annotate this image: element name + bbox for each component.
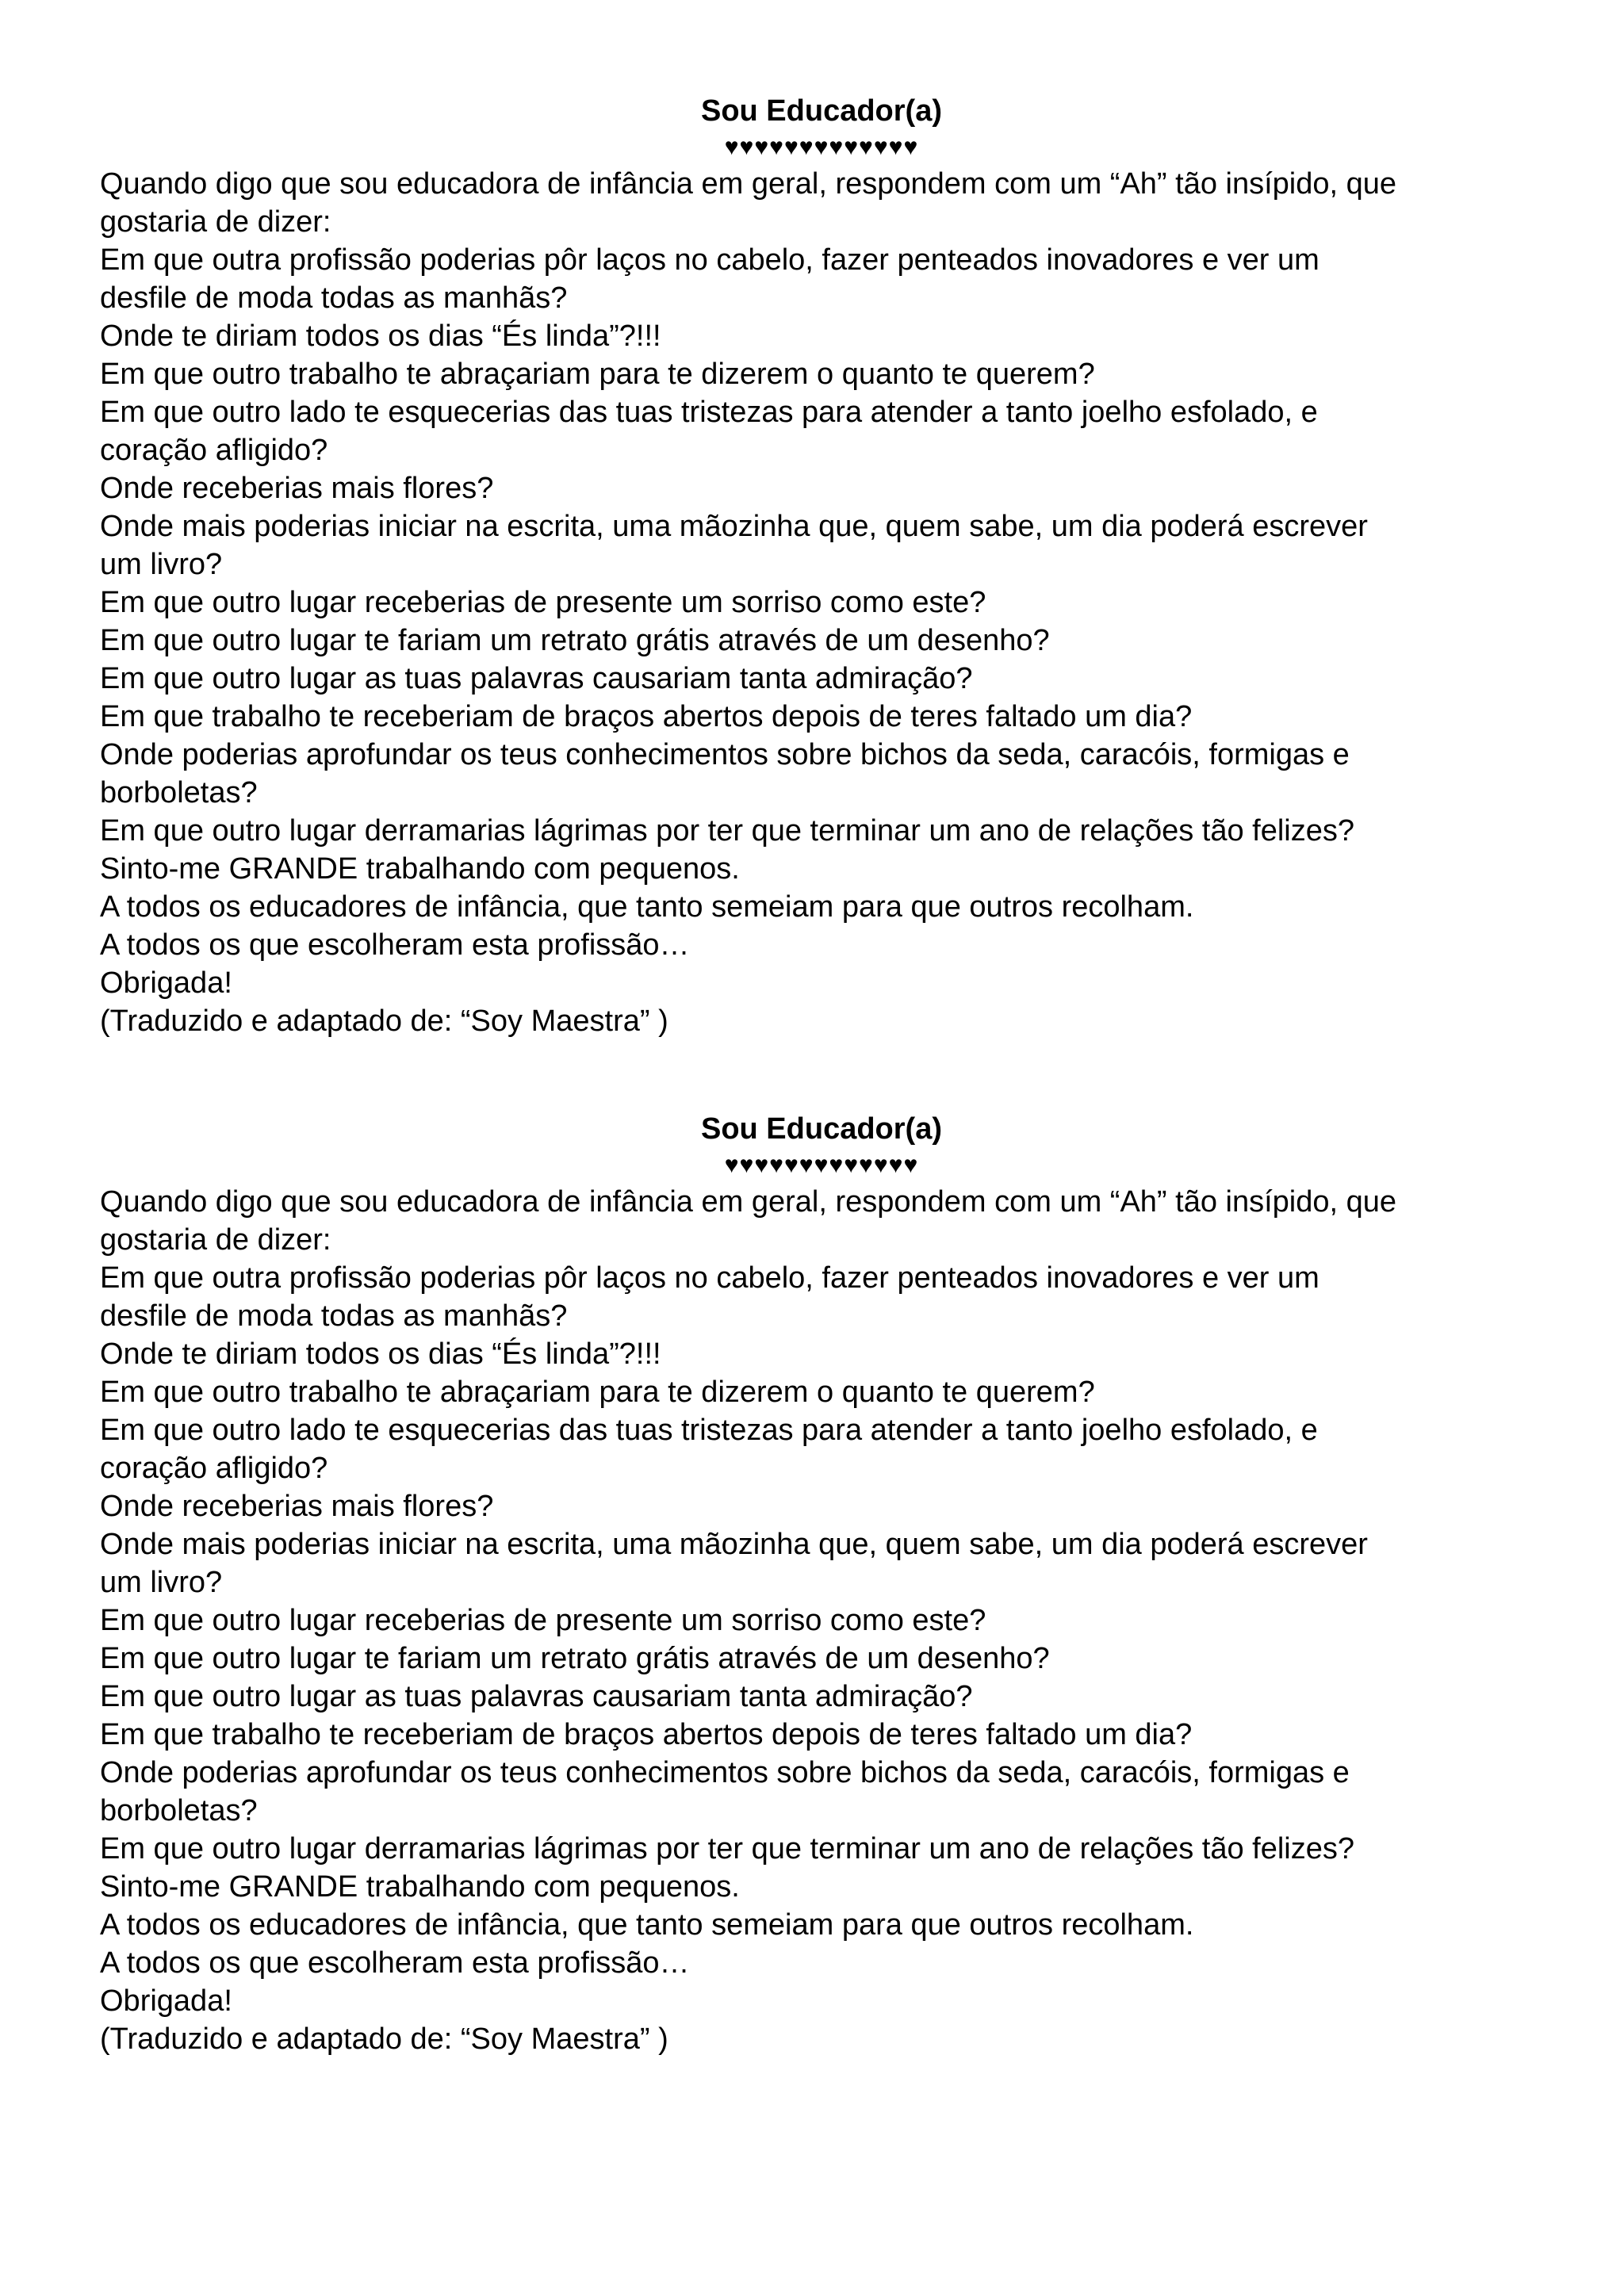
poem-line: Em que outro lado te esquecerias das tuas tristezas para atender a tanto joelho esfolado, e xyxy=(100,396,1318,429)
poem-line: Quando digo que sou educadora de infância em geral, respondem com um “Ah” tão insípido, que xyxy=(100,167,1397,201)
poem-line: gostaria de dizer: xyxy=(100,1223,331,1257)
poem-line: A todos os que escolheram esta profissão… xyxy=(100,1946,690,1980)
poem-line: coração afligido? xyxy=(100,1452,328,1485)
poem-line: gostaria de dizer: xyxy=(100,205,331,239)
poem-line: Onde poderias aprofundar os teus conhecimentos sobre bichos da seda, caracóis, formigas e xyxy=(100,1756,1350,1789)
poem-line: Onde mais poderias iniciar na escrita, uma mãozinha que, quem sabe, um dia poderá escrever xyxy=(100,510,1368,543)
poem-line: Em que outro lugar te fariam um retrato grátis através de um desenho? xyxy=(100,624,1050,657)
poem-line: Em que outra profissão poderias pôr laços no cabelo, fazer penteados inovadores e ver um xyxy=(100,1261,1320,1295)
poem-line: Obrigada! xyxy=(100,966,232,1000)
poem-line: Quando digo que sou educadora de infância em geral, respondem com um “Ah” tão insípido, que xyxy=(100,1185,1397,1219)
hearts-decoration: ♥♥♥♥♥♥♥♥♥♥♥♥♥ xyxy=(724,134,919,160)
poem-section-1 xyxy=(100,92,1543,1040)
poem-line: Em que outro lugar as tuas palavras causariam tanta admiração? xyxy=(100,1680,973,1713)
poem-line: (Traduzido e adaptado de: “Soy Maestra” ) xyxy=(100,2022,668,2056)
poem-line: Em que outro lugar receberias de presente um sorriso como este? xyxy=(100,586,986,619)
poem-line: Onde receberias mais flores? xyxy=(100,472,494,505)
poem-line: um livro? xyxy=(100,548,223,581)
poem-line: Em que outro lugar receberias de presente um sorriso como este? xyxy=(100,1604,986,1637)
poem-line: A todos os educadores de infância, que tanto semeiam para que outros recolham. xyxy=(100,890,1194,924)
poem-body xyxy=(100,165,1543,1040)
poem-line: Sinto-me GRANDE trabalhando com pequenos. xyxy=(100,852,740,886)
poem-line: Sinto-me GRANDE trabalhando com pequenos. xyxy=(100,1870,740,1904)
poem-line: Onde receberias mais flores? xyxy=(100,1490,494,1523)
poem-line: um livro? xyxy=(100,1566,223,1599)
poem-line: Onde te diriam todos os dias “És linda”?!!! xyxy=(100,1337,661,1371)
poem-line: Onde mais poderias iniciar na escrita, uma mãozinha que, quem sabe, um dia poderá escrever xyxy=(100,1528,1368,1561)
poem-line: Em que outro lado te esquecerias das tuas tristezas para atender a tanto joelho esfolado, e xyxy=(100,1414,1318,1447)
poem-line: borboletas? xyxy=(100,776,258,809)
poem-line: coração afligido? xyxy=(100,434,328,467)
poem-line: Em que outro lugar as tuas palavras causariam tanta admiração? xyxy=(100,662,973,695)
poem-line: desfile de moda todas as manhãs? xyxy=(100,1299,568,1333)
poem-line: Obrigada! xyxy=(100,1984,232,2018)
poem-line: Onde te diriam todos os dias “És linda”?!!! xyxy=(100,320,661,353)
poem-line: A todos os educadores de infância, que tanto semeiam para que outros recolham. xyxy=(100,1908,1194,1942)
poem-line: Em que outra profissão poderias pôr laços no cabelo, fazer penteados inovadores e ver um xyxy=(100,243,1320,277)
poem-body xyxy=(100,1183,1543,2058)
section-title: Sou Educador(a) xyxy=(700,94,943,128)
poem-section-2 xyxy=(100,1110,1543,2058)
poem-line: Em que outro trabalho te abraçariam para te dizerem o quanto te querem? xyxy=(100,1376,1095,1409)
poem-line: Em que outro trabalho te abraçariam para te dizerem o quanto te querem? xyxy=(100,358,1095,391)
poem-line: (Traduzido e adaptado de: “Soy Maestra” ) xyxy=(100,1004,668,1038)
poem-line: Em que outro lugar derramarias lágrimas por ter que terminar um ano de relações tão felizes? xyxy=(100,814,1354,848)
poem-line: borboletas? xyxy=(100,1794,258,1827)
section-title: Sou Educador(a) xyxy=(700,1112,943,1146)
poem-line: Em que outro lugar derramarias lágrimas por ter que terminar um ano de relações tão felizes? xyxy=(100,1832,1354,1866)
poem-line: A todos os que escolheram esta profissão… xyxy=(100,928,690,962)
poem-line: Em que trabalho te receberiam de braços abertos depois de teres faltado um dia? xyxy=(100,700,1193,733)
poem-line: Onde poderias aprofundar os teus conhecimentos sobre bichos da seda, caracóis, formigas e xyxy=(100,738,1350,771)
poem-line: desfile de moda todas as manhãs? xyxy=(100,281,568,315)
hearts-decoration: ♥♥♥♥♥♥♥♥♥♥♥♥♥ xyxy=(724,1152,919,1178)
poem-line: Em que trabalho te receberiam de braços abertos depois de teres faltado um dia? xyxy=(100,1718,1193,1751)
poem-line: Em que outro lugar te fariam um retrato grátis através de um desenho? xyxy=(100,1642,1050,1675)
